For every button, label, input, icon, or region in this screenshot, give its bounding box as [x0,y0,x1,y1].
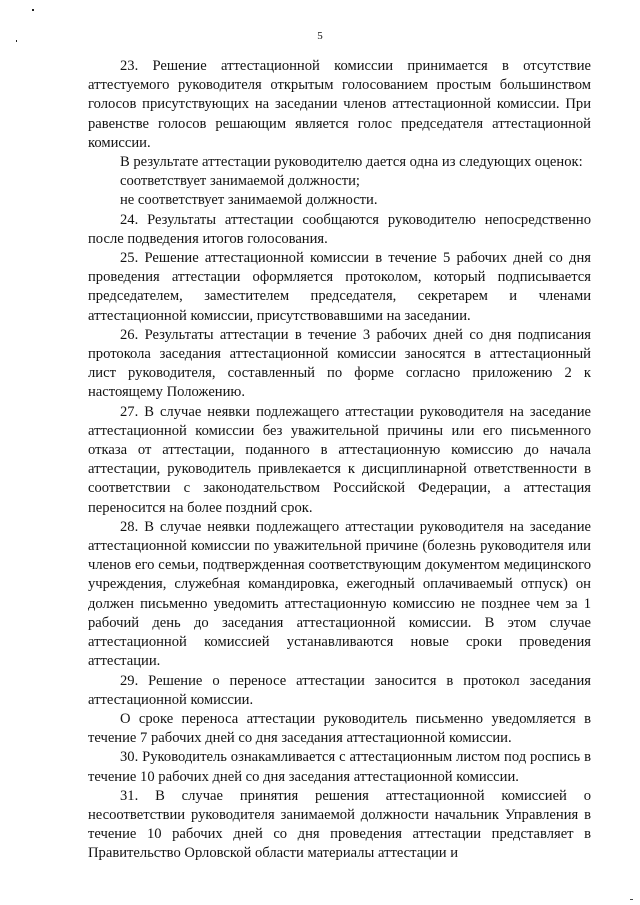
document-body [88,57,591,864]
paragraph-29: 29. Решение о переносе аттестации заносится в протокол заседания аттестационной комиссии. [88,672,591,708]
paragraph-31: 31. В случае принятия решения аттестационной комиссией о несоответствии руководителя занимаемой должности начальник Управления в течение 10 рабочих дней со дня проведения аттестации представляет в Правительство Орловской области материалы аттестации и [88,787,591,862]
paragraph-ratings-intro: В результате аттестации руководителю дается одна из следующих оценок: [120,154,583,171]
paragraph-30: 30. Руководитель ознакамливается с аттестационным листом под роспись в течение 10 рабочих дней со дня заседания аттестационной комиссии. [88,749,591,785]
paragraph-26: 26. Результаты аттестации в течение 3 рабочих дней со дня подписания протокола заседания аттестационной комиссии заносятся в аттестационный лист руководителя, составленный по форме согласно приложению 2 к настоящему Положению. [88,326,591,401]
paragraph-postponement-notice: О сроке переноса аттестации руководитель письменно уведомляется в течение 7 рабочих дней со дня заседания аттестационной комиссии. [88,710,591,747]
page-number: 5 [317,30,323,42]
paragraph-28: 28. В случае неявки подлежащего аттестации руководителя на заседание аттестационной комиссии по уважительной причине (болезнь руководителя или членов его семьи, подтвержденная соответствующим документом медицинского учреждения, служебная командировка, ежегодный оплачиваемый отпуск) он должен письменно уведомить аттестационную комиссию не позднее чем за 1 рабочий день до заседания аттестационной комиссии. В этом случае аттестационной комиссией устанавливаются новые сроки проведения аттестации. [88,518,591,670]
rating-option-noncompliant: не соответствует занимаемой должности. [120,192,378,209]
paragraph-25: 25. Решение аттестационной комиссии в течение 5 рабочих дней со дня проведения аттестации оформляется протоколом, который подписывается председателем, заместителем председателя, секретарем и членами аттестационной комиссии, присутствовавшими на заседании. [88,250,591,324]
paragraph-23: 23. Решение аттестационной комиссии принимается в отсутствие аттестуемого руководителя открытым голосованием простым большинством голосов присутствующих на заседании членов аттестационной комиссии. При равенстве голосов решающим является голос председателя аттестационной комиссии. [88,58,591,151]
paragraph-24: 24. Результаты аттестации сообщаются руководителю непосредственно после подведения итогов голосования. [88,211,591,247]
scan-artifact-dot [32,9,34,11]
scan-artifact-dot [630,899,633,900]
paragraph-27: 27. В случае неявки подлежащего аттестации руководителя на заседание аттестационной комиссии без уважительной причины или его письменного отказа от аттестации, поданного в аттестационную комиссию до начала аттестации, руководитель привлекается к дисциплинарной ответственности в соответствии с законодательством Российской Федерации, а аттестация переносится на более поздний срок. [88,403,591,516]
rating-option-compliant: соответствует занимаемой должности; [120,173,360,190]
